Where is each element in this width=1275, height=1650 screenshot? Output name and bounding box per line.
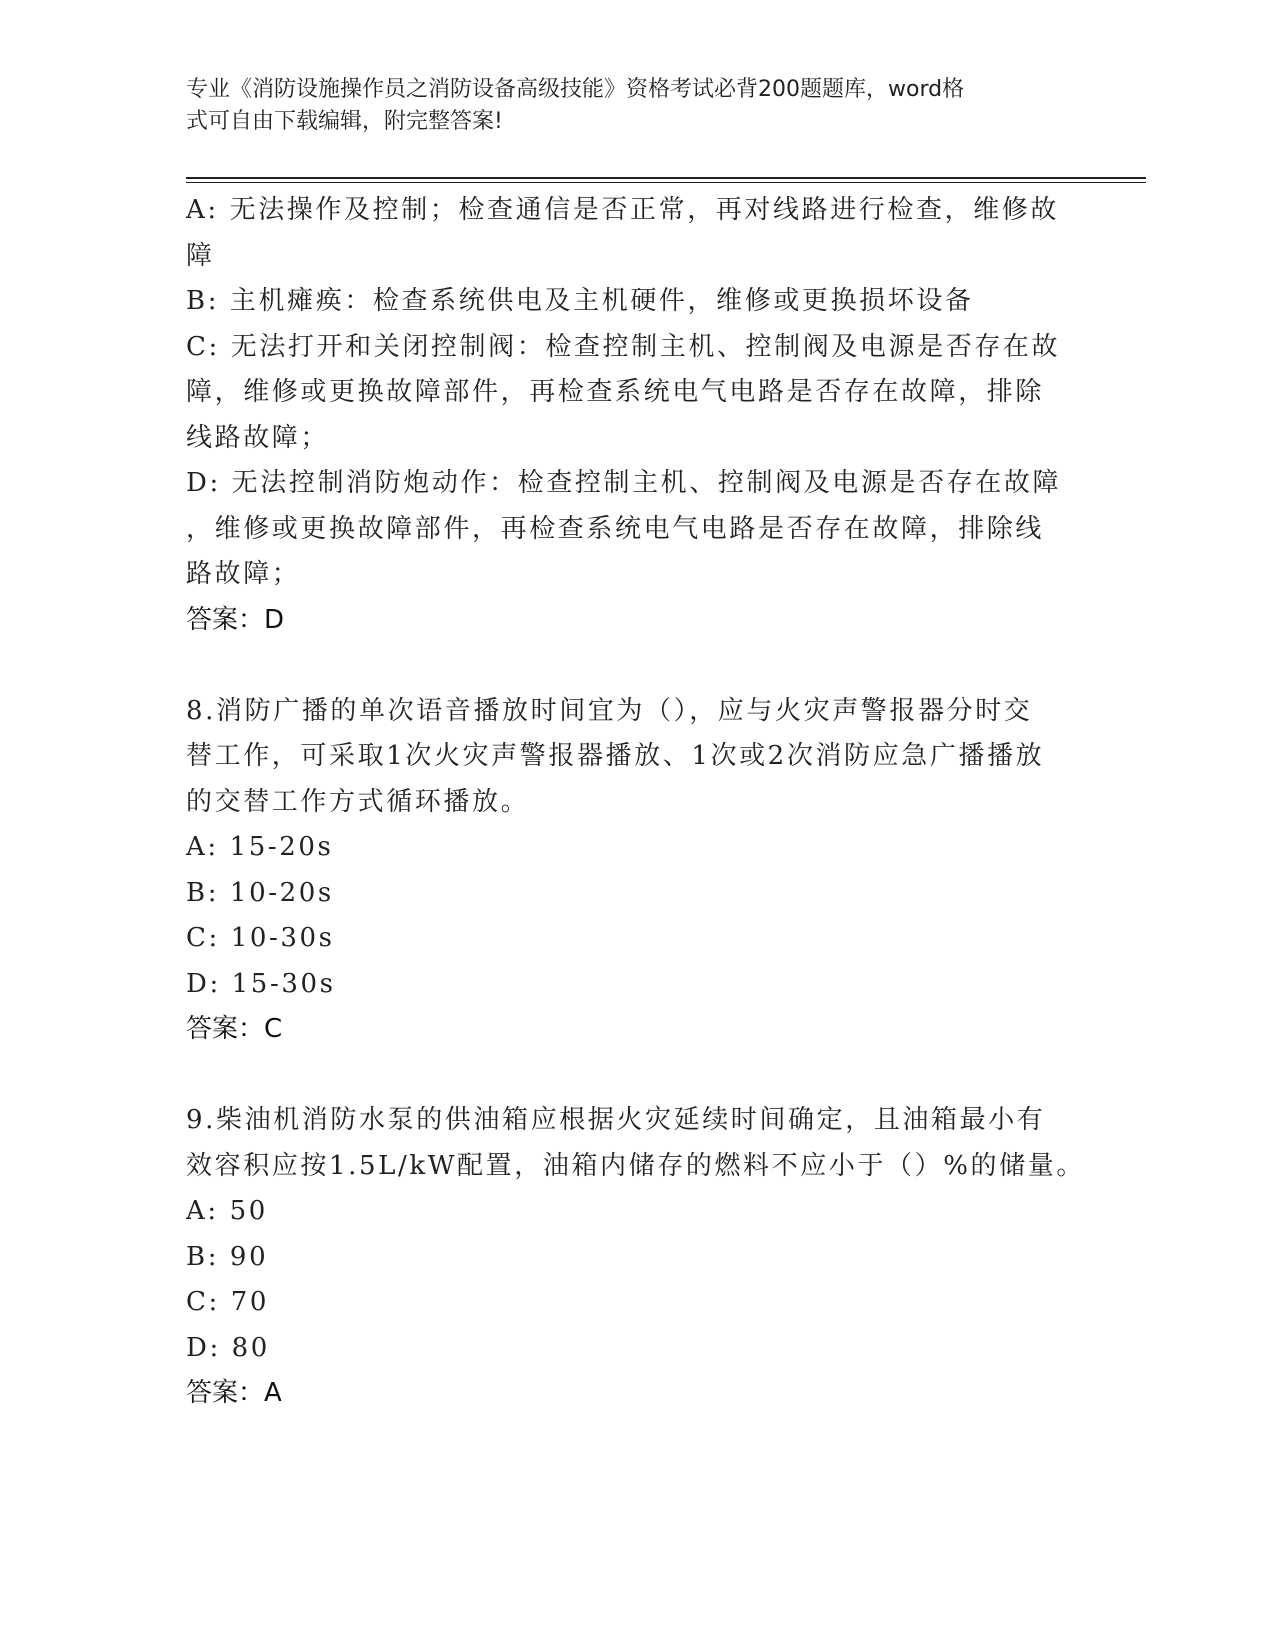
document-body: [186, 188, 1085, 1417]
q7-option-b: B: 主机瘫痪：检查系统供电及主机硬件，维修或更换损坏设备: [186, 286, 974, 316]
q8-stem-line-3: 的交替工作方式循环播放。: [186, 786, 530, 817]
q8-option-c: C: 10-30s: [186, 923, 335, 953]
question-7: [186, 188, 1066, 643]
q7-option-a-line-2: 障: [186, 240, 215, 271]
spacer: [186, 1053, 1066, 1099]
q7-option-d-line-1: D: 无法控制消防炮动作：检查控制主机、控制阀及电源是否存在故障: [186, 468, 1062, 498]
q7-option-d-line-3: 路故障；: [186, 559, 301, 589]
q8-option-a: A: 15-20s: [186, 832, 334, 862]
q9-option-a: A: 50: [186, 1196, 268, 1226]
q8-stem-line-1: 8.消防广播的单次语音播放时间宜为（），应与火灾声警报器分时交: [186, 695, 1033, 726]
header-divider-thin: [186, 182, 1146, 183]
q7-option-c-line-1: C: 无法打开和关闭控制阀：检查控制主机、控制阀及电源是否存在故: [186, 331, 1061, 362]
q7-option-c-line-3: 线路故障；: [186, 422, 330, 453]
q8-option-d: D: 15-30s: [186, 968, 336, 999]
question-8: [186, 689, 1066, 1053]
header-title-line-1: 专业《消防设施操作员之消防设备高级技能》资格考试必背200题题库，word格: [186, 77, 965, 102]
q7-option-a-line-1: A: 无法操作及控制；检查通信是否正常，再对线路进行检查，维修故: [186, 195, 1060, 225]
header-title-line-2: 式可自由下载编辑，附完整答案!: [186, 109, 503, 134]
q7-answer: 答案：D: [186, 604, 285, 635]
q8-answer: 答案：C: [186, 1014, 283, 1044]
q8-option-b: B: 10-20s: [186, 877, 334, 908]
q7-option-c-line-2: 障，维修或更换故障部件，再检查系统电气电路是否存在故障，排除: [186, 377, 1045, 407]
q9-option-c: C: 70: [186, 1287, 270, 1317]
spacer: [186, 643, 1066, 689]
q9-answer: 答案：A: [186, 1378, 282, 1408]
q8-stem-line-2: 替工作，可采取1次火灾声警报器播放、1次或2次消防应急广播播放: [186, 741, 1045, 771]
q9-stem-line-1: 9.柴油机消防水泵的供油箱应根据火灾延续时间确定，且油箱最小有: [186, 1105, 1046, 1135]
q7-option-d-line-2: ，维修或更换故障部件，再检查系统电气电路是否存在故障，排除线: [186, 513, 1045, 544]
q9-option-d: D: 80: [186, 1332, 270, 1363]
header-divider-thick: [186, 177, 1146, 179]
document-header: [186, 74, 1066, 138]
question-9: [186, 1098, 1085, 1417]
q9-stem-line-2: 效容积应按1.5L/kW配置，油箱内储存的燃料不应小于（）%的储量。: [186, 1150, 1085, 1181]
q9-option-b: B: 90: [186, 1241, 269, 1272]
